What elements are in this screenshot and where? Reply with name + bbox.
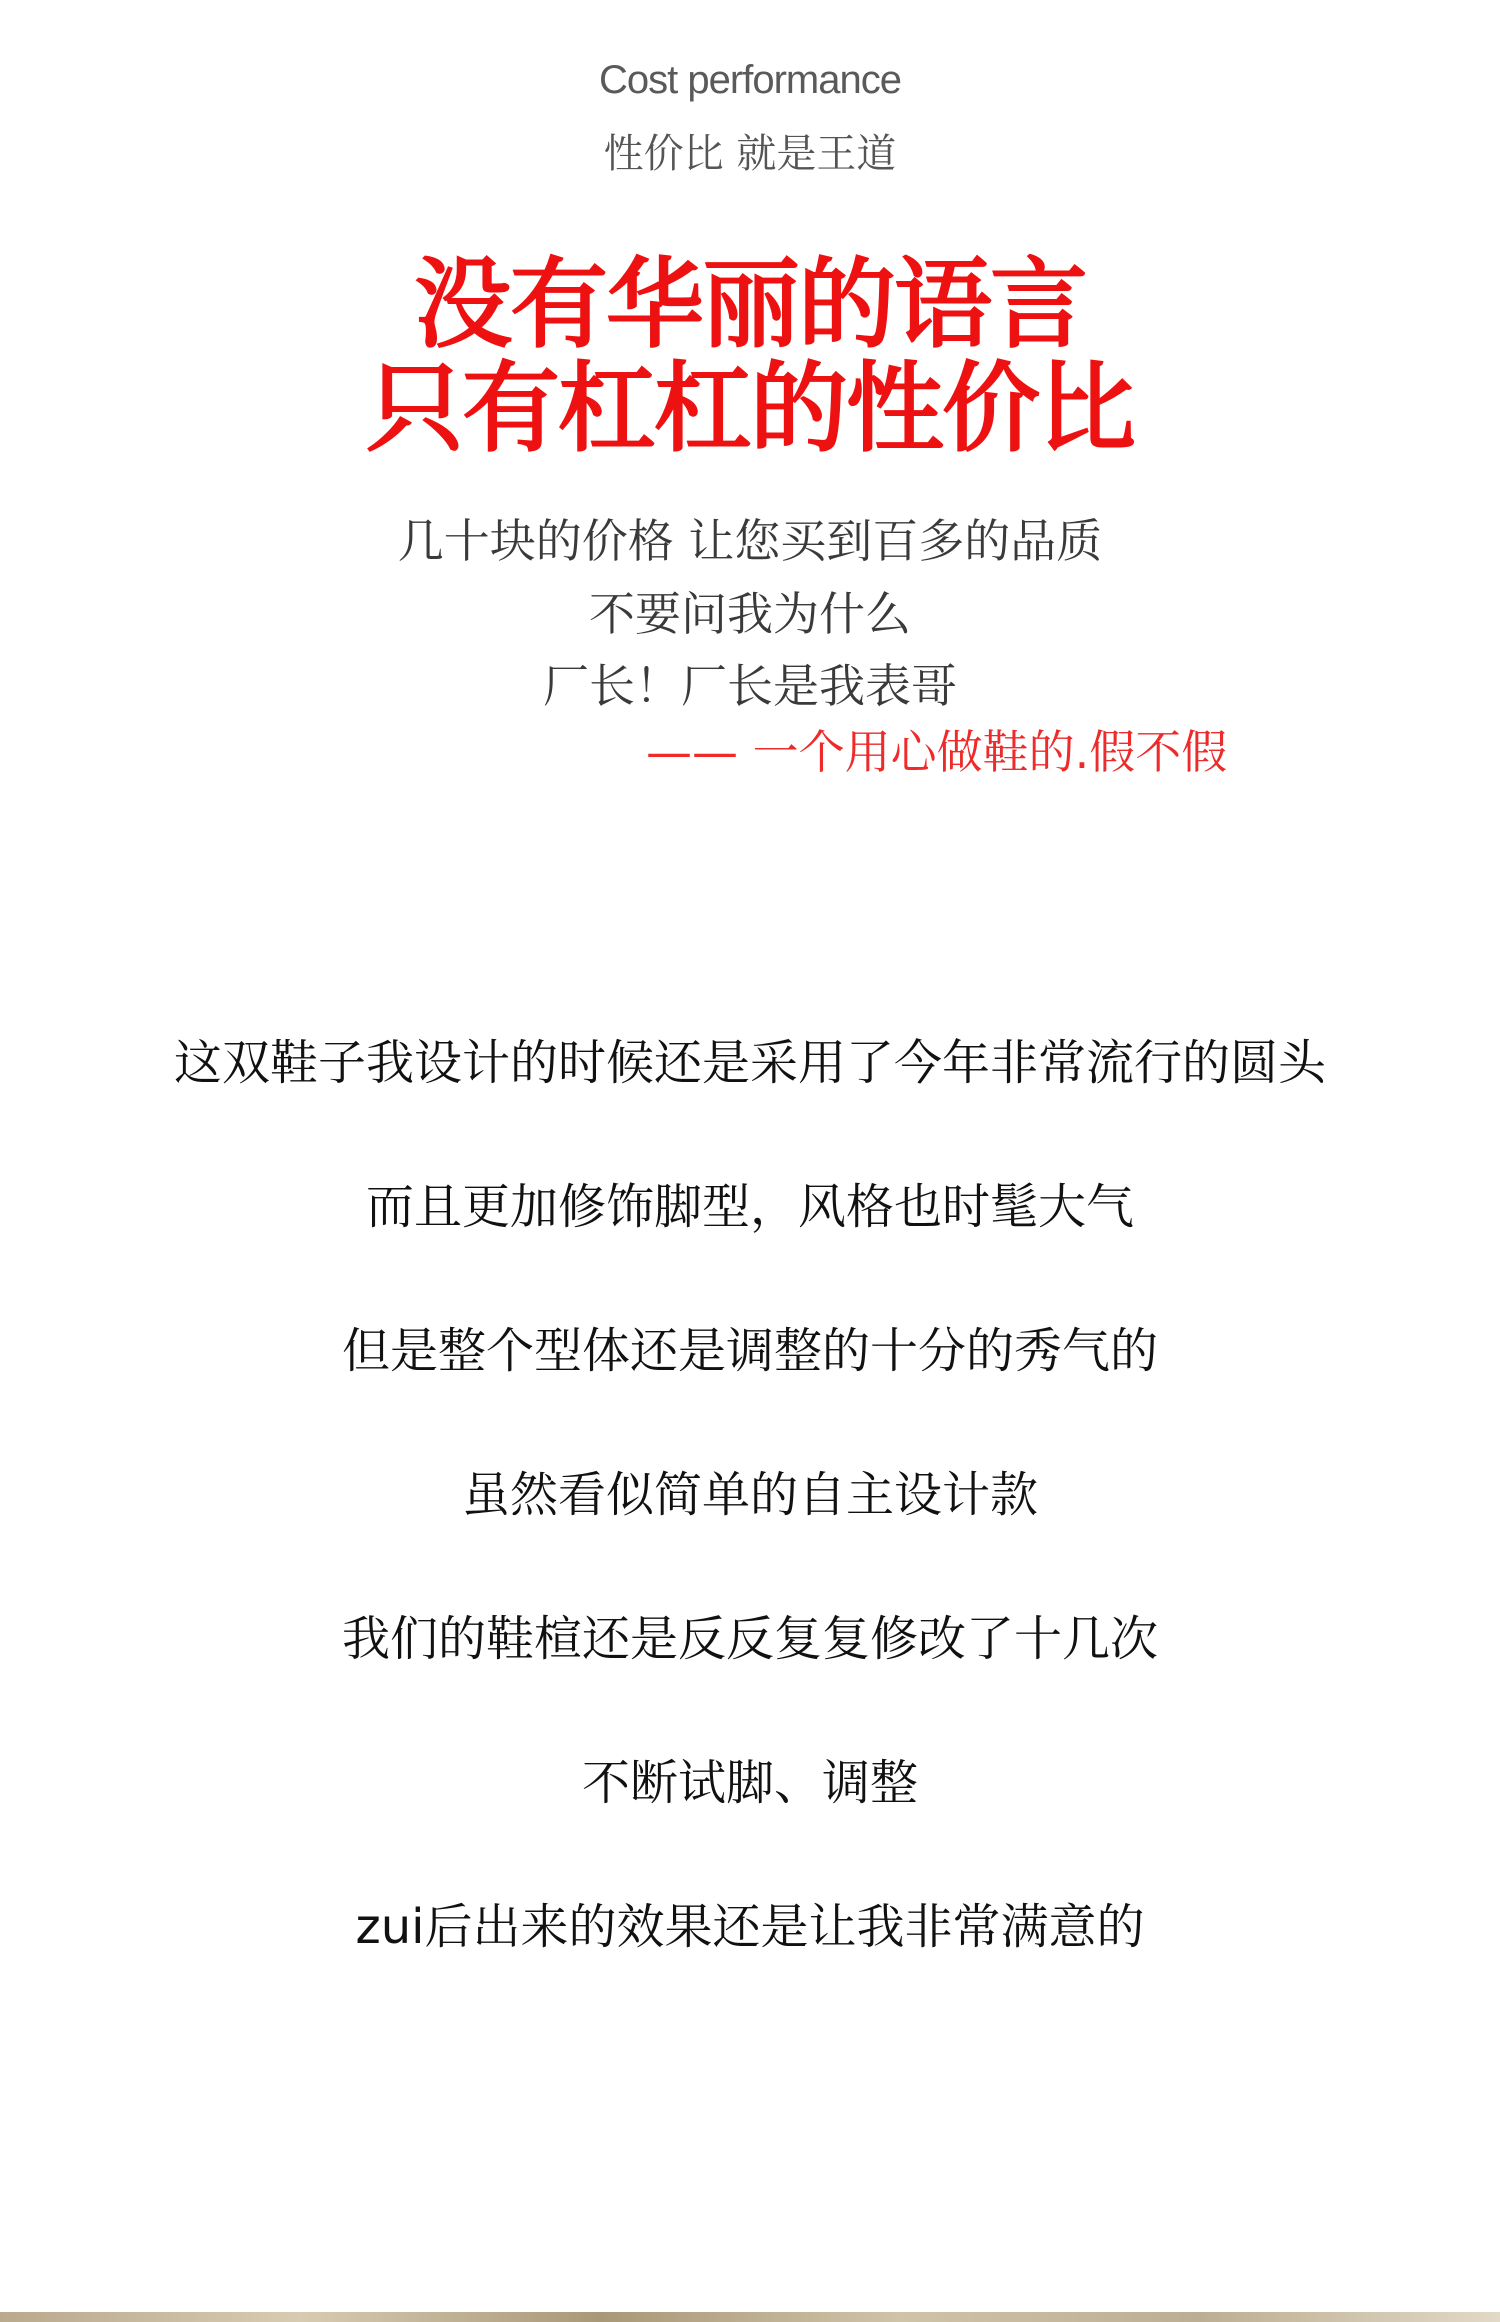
description-line: zui后出来的效果还是让我非常满意的 bbox=[355, 1899, 1145, 1955]
slogan-line-1: 几十块的价格 让您买到百多的品质 bbox=[397, 514, 1103, 568]
slogan-line-3: 厂长！厂长是我表哥 bbox=[543, 659, 957, 713]
subtitle-english: Cost performance bbox=[599, 58, 901, 102]
headline-line-1: 没有华丽的语言 bbox=[413, 248, 1086, 362]
description-line: 虽然看似简单的自主设计款 bbox=[461, 1467, 1038, 1523]
slogan-line-2: 不要问我为什么 bbox=[589, 587, 911, 641]
slogan-signature: —— 一个用心做鞋的.假不假 bbox=[646, 725, 1228, 779]
subtitle-chinese: 性价比 就是王道 bbox=[603, 131, 897, 177]
description-line: 而且更加修饰脚型，风格也时髦大气 bbox=[365, 1179, 1134, 1235]
description-line: 不断试脚、调整 bbox=[581, 1755, 918, 1811]
headline-line-2: 只有杠杠的性价比 bbox=[365, 352, 1134, 466]
description-line: 我们的鞋楦还是反反复复修改了十几次 bbox=[341, 1611, 1158, 1667]
description-line: 但是整个型体还是调整的十分的秀气的 bbox=[341, 1323, 1158, 1379]
description-line: 这双鞋子我设计的时候还是采用了今年非常流行的圆头 bbox=[173, 1035, 1326, 1091]
product-photo-edge bbox=[0, 2312, 1500, 2322]
